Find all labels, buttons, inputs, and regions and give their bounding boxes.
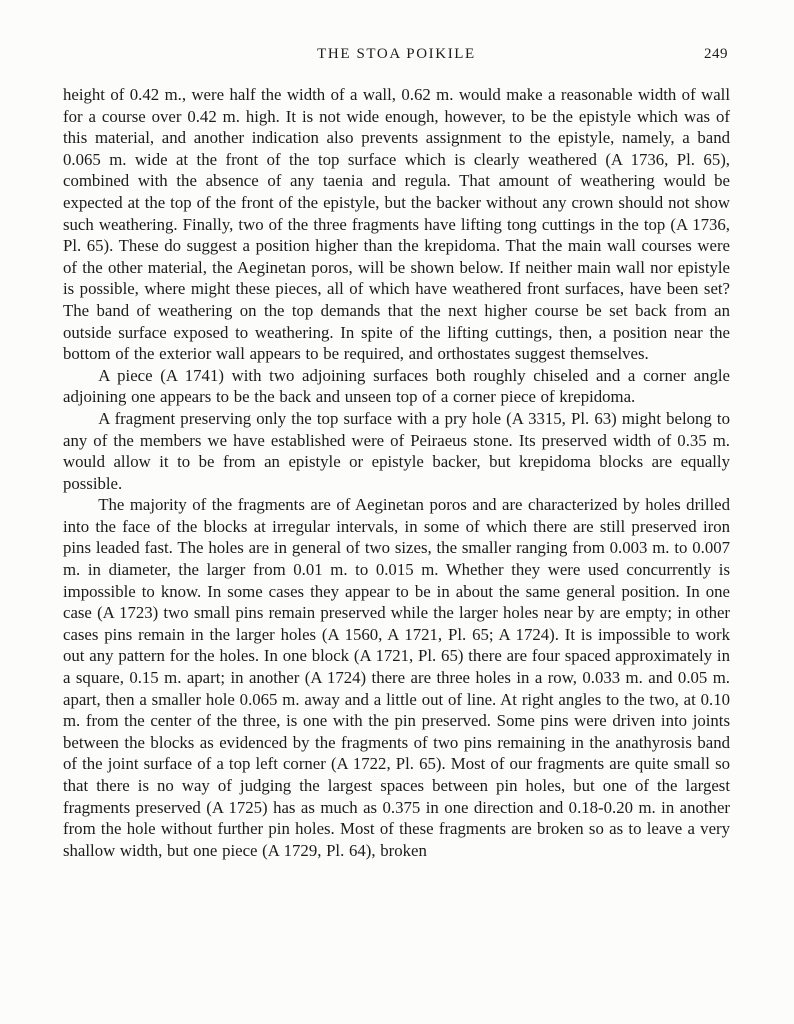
- running-header: [63, 46, 730, 68]
- page-number: 249: [704, 46, 728, 62]
- running-title: THE STOA POIKILE: [317, 46, 476, 62]
- paragraph: A piece (A 1741) with two adjoining surfaces both roughly chiseled and a corner angle adjoining one appears to be the back and unseen top of a corner piece of krepidoma.: [63, 365, 730, 407]
- paragraph: height of 0.42 m., were half the width of a wall, 0.62 m. would make a reasonable width of wall for a course over 0.42 m. high. It is not wide enough, however, to be the epistyle which was of this material, and another indication also prevents assignment to the epistyle, namely, a band 0.065 m. wide at the front of the top surface which is clearly weathered (A 1736, Pl. 65), combined with the absence of any taenia and regula. That amount of weathering would be expected at the top of the front of the epistyle, but the backer without any crown should not show such weathering. Finally, two of the three fragments have lifting tong cuttings in the top (A 1736, Pl. 65). These do suggest a position higher than the krepidoma. That the main wall courses were of the other material, the Aeginetan poros, will be shown below. If neither main wall nor epistyle is possible, where might these pieces, all of which have weathered front surfaces, have been set? The band of weathering on the top demands that the next higher course be set back from an outside surface exposed to weathering. In spite of the lifting cuttings, then, a position near the bottom of the exterior wall appears to be required, and orthostates suggest themselves.: [63, 85, 730, 364]
- paragraph: The majority of the fragments are of Aeginetan poros and are characterized by holes drilled into the face of the blocks at irregular intervals, in some of which there are still preserved iron pins leaded fast. The holes are in general of two sizes, the smaller ranging from 0.003 m. to 0.007 m. in diameter, the larger from 0.01 m. to 0.015 m. Whether they were used concurrently is impossible to know. In some cases they appear to be in about the same general position. In one case (A 1723) two small pins remain preserved while the larger holes near by are empty; in other cases pins remain in the larger holes (A 1560, A 1721, Pl. 65; A 1724). It is impossible to work out any pattern for the holes. In one block (A 1721, Pl. 65) there are four spaced approximately in a square, 0.15 m. apart; in another (A 1724) there are three holes in a row, 0.033 m. and 0.05 m. apart, then a smaller hole 0.065 m. away and a little out of line. At right angles to the two, at 0.10 m. from the center of the three, is one with the pin preserved. Some pins were driven into joints between the blocks as evidenced by the fragments of two pins remaining in the anathyrosis band of the joint surface of a top left corner (A 1722, Pl. 65). Most of our fragments are quite small so that there is no way of judging the largest spaces between pin holes, but one of the largest fragments preserved (A 1725) has as much as 0.375 in one direction and 0.18-0.20 m. in another from the hole without further pin holes. Most of these fragments are broken so as to leave a very shallow width, but one piece (A 1729, Pl. 64), broken: [63, 495, 730, 860]
- paragraph: A fragment preserving only the top surface with a pry hole (A 3315, Pl. 63) might belong to any of the members we have established were of Peiraeus stone. Its preserved width of 0.35 m. would allow it to be from an epistyle or epistyle backer, but krepidoma blocks are equally possible.: [63, 408, 730, 493]
- page-body: [63, 84, 730, 861]
